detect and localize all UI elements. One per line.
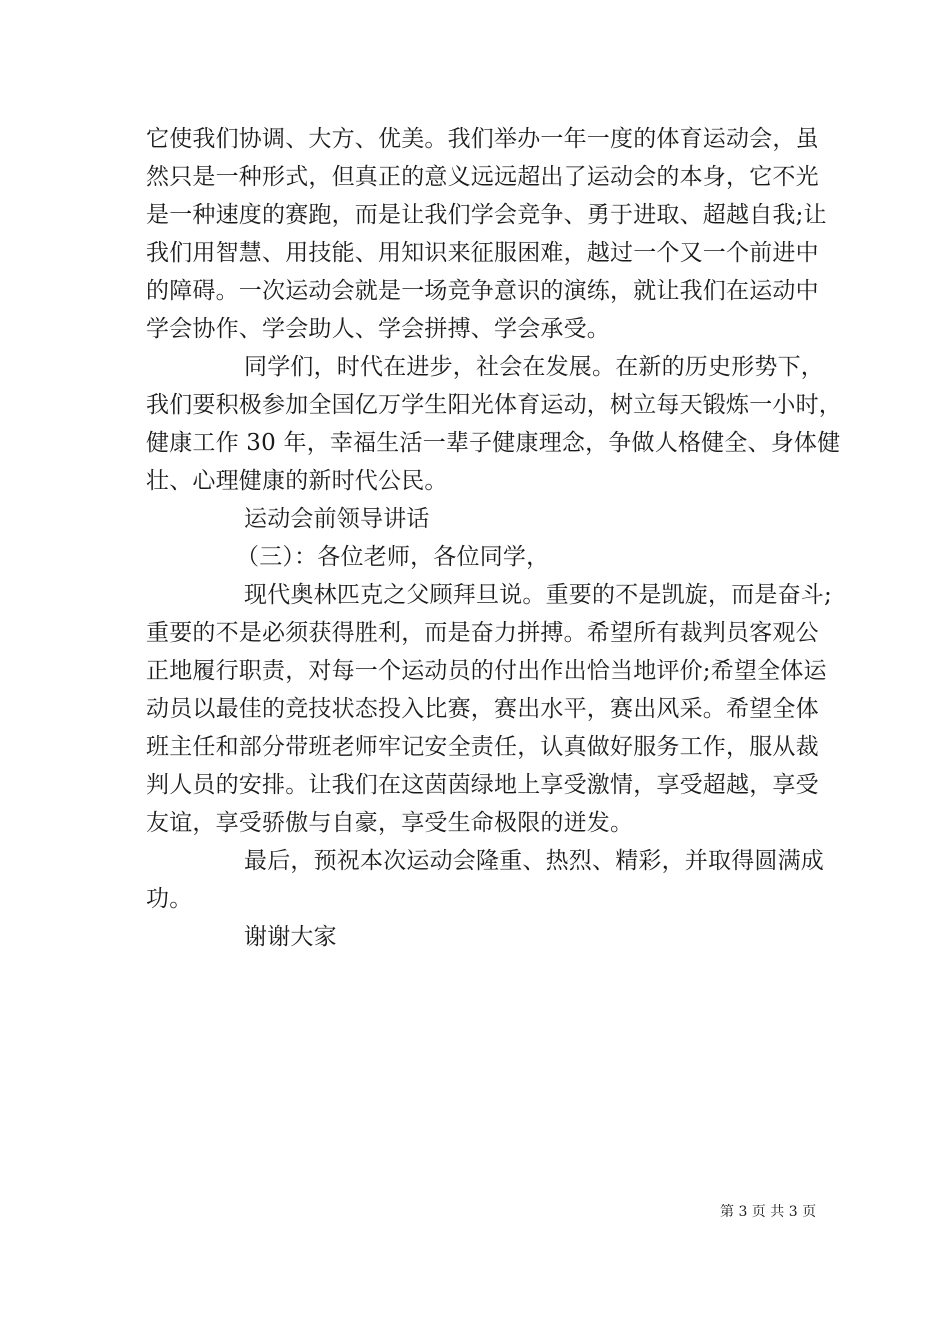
paragraph-2-line-2: 我们要积极参加全国亿万学生阳光体育运动，树立每天锻炼一小时， (146, 392, 842, 418)
paragraph-2-line-3: 健康工作 30 年，幸福生活一辈子健康理念，争做人格健全、身体健 (146, 430, 841, 456)
paragraph-4-line-1: 最后，预祝本次运动会隆重、热烈、精彩，并取得圆满成 (244, 848, 824, 874)
paragraph-3-line-6: 判人员的安排。让我们在这茵茵绿地上享受激情，享受超越，享受 (146, 772, 819, 798)
paragraph-4-line-2: 功。 (146, 886, 193, 912)
paragraph-2-line-4: 壮、心理健康的新时代公民。 (146, 468, 448, 494)
speech-heading: 运动会前领导讲话 (244, 506, 430, 532)
paragraph-3-line-3: 正地履行职责，对每一个运动员的付出作出恰当地评价;希望全体运 (146, 658, 827, 684)
paragraph-1-line-5: 的障碍。一次运动会就是一场竞争意识的演练，就让我们在运动中 (146, 278, 819, 304)
paragraph-1-line-2: 然只是一种形式，但真正的意义远远超出了运动会的本身，它不光 (146, 164, 819, 190)
closing-line: 谢谢大家 (244, 924, 337, 950)
paragraph-3-line-1: 现代奥林匹克之父顾拜旦说。重要的不是凯旋，而是奋斗; (244, 582, 832, 608)
page-number-footer: 第 3 页 共 3 页 (720, 1204, 817, 1220)
salutation: （三）：各位老师，各位同学， (236, 544, 550, 570)
paragraph-1-line-6: 学会协作、学会助人、学会拼搏、学会承受。 (146, 316, 610, 342)
paragraph-3-line-5: 班主任和部分带班老师牢记安全责任，认真做好服务工作，服从裁 (146, 734, 819, 760)
paragraph-1-line-4: 我们用智慧、用技能、用知识来征服困难，越过一个又一个前进中 (146, 240, 819, 266)
paragraph-1-line-3: 是一种速度的赛跑，而是让我们学会竞争、勇于进取、超越自我;让 (146, 202, 827, 228)
paragraph-1-line-1: 它使我们协调、大方、优美。我们举办一年一度的体育运动会，虽 (146, 126, 819, 152)
paragraph-3-line-4: 动员以最佳的竞技状态投入比赛，赛出水平，赛出风采。希望全体 (146, 696, 819, 722)
paragraph-3-line-7: 友谊，享受骄傲与自豪，享受生命极限的迸发。 (146, 810, 634, 836)
paragraph-3-line-2: 重要的不是必须获得胜利，而是奋力拼搏。希望所有裁判员客观公 (146, 620, 819, 646)
paragraph-2-line-1: 同学们，时代在进步，社会在发展。在新的历史形势下， (244, 354, 824, 380)
